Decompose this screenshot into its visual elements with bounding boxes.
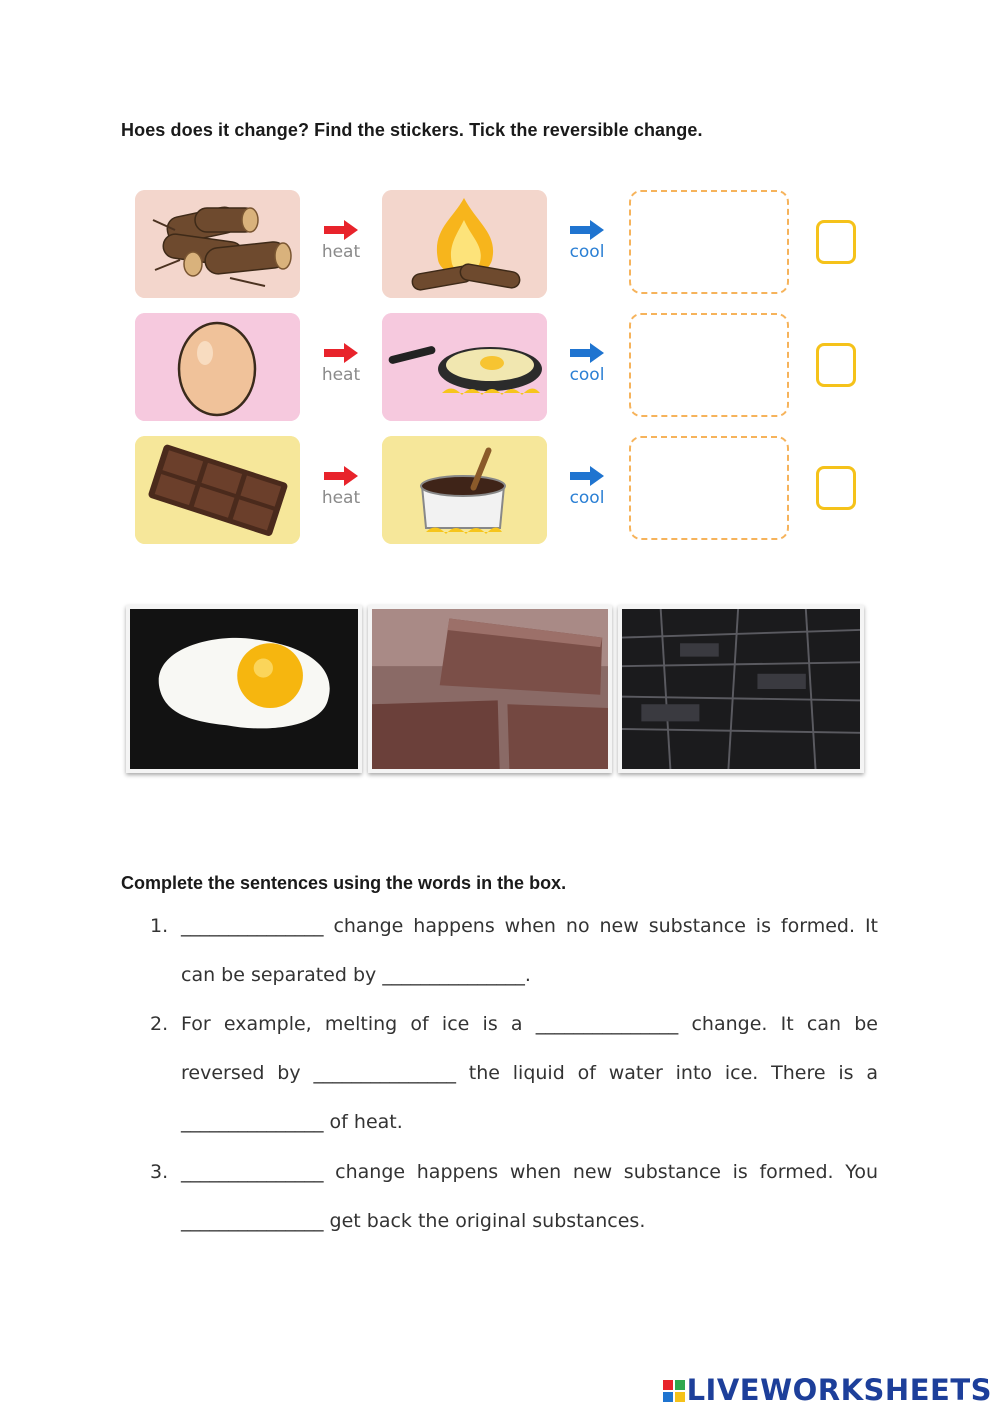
heat-arrow-3 [313, 466, 369, 508]
red-arrow-icon [324, 220, 358, 240]
question-2 [150, 1000, 878, 1147]
question-text: get back the original substances. [329, 1210, 646, 1232]
question-text: can be separated by [181, 964, 377, 986]
logs-illustration [135, 190, 300, 298]
logs-tile [135, 190, 300, 298]
question-text: . [524, 964, 531, 986]
heat-arrow-1 [313, 220, 369, 262]
cool-arrow-3 [559, 466, 615, 508]
answer-blank[interactable]: _______________ [313, 1062, 456, 1084]
sticker-bank [122, 605, 867, 775]
question-number: 2. [150, 1013, 169, 1035]
charcoal-sticker[interactable] [618, 605, 864, 773]
campfire-tile [382, 190, 547, 298]
question-number: 1. [150, 915, 169, 937]
frying-pan-illustration [382, 313, 547, 421]
exercise1-title: Hoes does it change? Find the stickers. Tick the reversible change. [121, 120, 703, 140]
solid-chocolate-photo [372, 609, 608, 769]
brand-name: LIVEWORKSHEETS [686, 1373, 992, 1407]
answer-blank[interactable]: _______________ [181, 1210, 324, 1232]
answer-blank[interactable]: _______________ [535, 1013, 679, 1035]
chocolate-sticker[interactable] [368, 605, 612, 773]
change-row-egg [135, 313, 865, 423]
red-arrow-icon [324, 466, 358, 486]
question-number: 3. [150, 1161, 169, 1183]
answer-blank[interactable]: _______________ [382, 964, 525, 986]
question-text: For example, melting of ice is a [181, 1013, 523, 1035]
fried-egg-sticker[interactable] [126, 605, 362, 773]
chocolate-illustration [135, 436, 300, 544]
question-text: reversed by [181, 1062, 301, 1084]
liveworksheets-icon [663, 1380, 685, 1402]
question-text: of heat. [329, 1111, 403, 1133]
cool-label: cool [569, 365, 605, 385]
egg-illustration [135, 313, 300, 421]
question-3 [150, 1148, 878, 1246]
heat-label: heat [321, 242, 361, 262]
blue-arrow-icon [570, 220, 604, 240]
answer-blank[interactable]: _______________ [181, 915, 324, 937]
question-text: change happens when new substance is formed. You [335, 1161, 878, 1183]
reversible-tick-checkbox[interactable] [816, 466, 856, 510]
cool-arrow-1 [559, 220, 615, 262]
exercise2-title: Complete the sentences using the words in the box. [121, 873, 567, 893]
blue-arrow-icon [570, 343, 604, 363]
heat-label: heat [321, 365, 361, 385]
sticker-drop-zone[interactable] [629, 436, 789, 540]
liveworksheets-logo [663, 1373, 992, 1407]
answer-blank[interactable]: _______________ [181, 1161, 324, 1183]
reversible-tick-checkbox[interactable] [816, 343, 856, 387]
question-text: the liquid of water into ice. There is a [468, 1062, 879, 1084]
chocolate-tile [135, 436, 300, 544]
cool-label: cool [569, 242, 605, 262]
campfire-illustration [382, 190, 547, 298]
egg-tile [135, 313, 300, 421]
question-text: change happens when no new substance is formed. It [333, 915, 878, 937]
melting-pot-illustration [382, 436, 547, 544]
change-row-chocolate [135, 436, 865, 546]
change-row-logs [135, 190, 865, 300]
frying-pan-tile [382, 313, 547, 421]
question-1 [150, 902, 878, 1000]
red-arrow-icon [324, 343, 358, 363]
melting-pot-tile [382, 436, 547, 544]
heat-arrow-2 [313, 343, 369, 385]
answer-blank[interactable]: _______________ [181, 1111, 324, 1133]
sticker-drop-zone[interactable] [629, 190, 789, 294]
fried-egg-photo [130, 609, 358, 769]
question-text: change. It can be [691, 1013, 878, 1035]
sticker-drop-zone[interactable] [629, 313, 789, 417]
cool-arrow-2 [559, 343, 615, 385]
heat-label: heat [321, 488, 361, 508]
cool-label: cool [569, 488, 605, 508]
charcoal-photo [622, 609, 860, 769]
blue-arrow-icon [570, 466, 604, 486]
reversible-tick-checkbox[interactable] [816, 220, 856, 264]
